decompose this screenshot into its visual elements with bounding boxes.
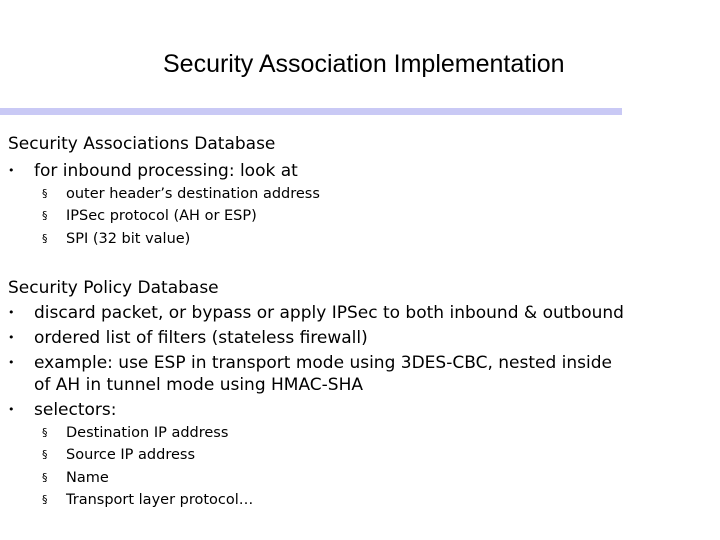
spd-heading: Security Policy Database <box>8 278 219 298</box>
sad-subitem-text: outer header’s destination address <box>66 186 320 202</box>
bullet-icon: • <box>8 164 15 177</box>
sad-heading: Security Associations Database <box>8 134 276 154</box>
spd-item-continuation-text: of AH in tunnel mode using HMAC-SHA <box>34 375 364 395</box>
section-bullet-icon: § <box>42 493 48 506</box>
bullet-icon: • <box>8 403 15 416</box>
bullet-icon: • <box>8 306 15 319</box>
spd-subitem-text: Source IP address <box>66 447 196 463</box>
section-bullet-icon: § <box>42 232 48 245</box>
spd-subitem-text: Name <box>66 470 109 486</box>
section-bullet-icon: § <box>42 471 48 484</box>
spd-item-text: discard packet, or bypass or apply IPSec to both inbound & outbound <box>34 303 624 323</box>
spd-item-text: example: use ESP in transport mode using 3DES-CBC, nested inside <box>34 353 612 373</box>
sad-subitem-text: IPSec protocol (AH or ESP) <box>66 208 257 224</box>
spd-subitem-text: Transport layer protocol… <box>66 492 254 508</box>
spd-subitem-text: Destination IP address <box>66 425 229 441</box>
sad-subitem-text: SPI (32 bit value) <box>66 231 191 247</box>
spd-item-text: selectors: <box>34 400 117 420</box>
title-divider <box>0 108 622 115</box>
section-bullet-icon: § <box>42 448 48 461</box>
section-bullet-icon: § <box>42 209 48 222</box>
sad-item-text: for inbound processing: look at <box>34 161 298 181</box>
section-bullet-icon: § <box>42 426 48 439</box>
slide-title: Security Association Implementation <box>163 50 565 78</box>
bullet-icon: • <box>8 331 15 344</box>
section-bullet-icon: § <box>42 187 48 200</box>
spd-item-text: ordered list of filters (stateless firewall) <box>34 328 368 348</box>
bullet-icon: • <box>8 356 15 369</box>
